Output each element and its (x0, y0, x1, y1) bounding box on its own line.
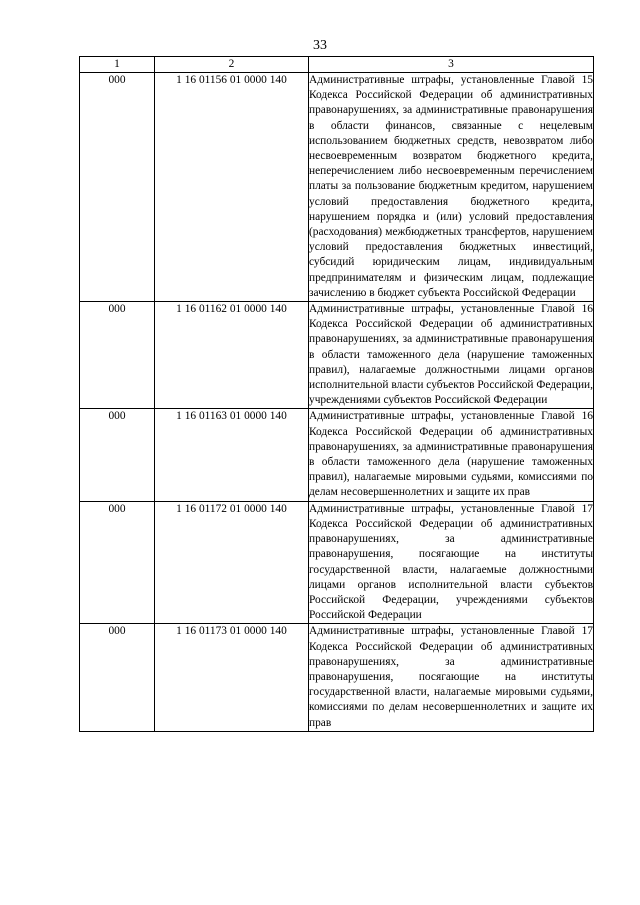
classification-table (79, 56, 594, 732)
description-cell: Административные штрафы, установленные Главой 16 Кодекса Российской Федерации об административных правонарушениях, за административные правонарушения в области таможенного дела (нарушение таможенных правил), налагаемые мировыми судьями, комиссиями по делам несовершеннолетних и защите их прав (309, 409, 594, 501)
table-row (80, 302, 594, 409)
description-cell: Административные штрафы, установленные Главой 16 Кодекса Российской Федерации об административных правонарушениях, за административные правонарушения в области таможенного дела (нарушение таможенных правил), налагаемые должностными лицами органов исполнительной власти субъектов Российской Федерации, учреждениями субъектов Российской Федерации (309, 302, 594, 409)
table-row (80, 73, 594, 302)
admin-code-cell: 000 (80, 501, 155, 624)
admin-code-cell: 000 (80, 409, 155, 501)
budget-code-cell: 1 16 01172 01 0000 140 (155, 501, 309, 624)
table-row (80, 501, 594, 624)
table-row (80, 624, 594, 731)
budget-code-cell: 1 16 01156 01 0000 140 (155, 73, 309, 302)
admin-code-cell: 000 (80, 73, 155, 302)
description-cell: Административные штрафы, установленные Главой 17 Кодекса Российской Федерации об административных правонарушениях, за административные правонарушения, посягающие на институты государственной власти, налагаемые должностными лицами органов исполнительной власти субъектов Российской Федерации, учреждениями субъектов Российской Федерации (309, 501, 594, 624)
budget-code-cell: 1 16 01163 01 0000 140 (155, 409, 309, 501)
description-cell: Административные штрафы, установленные Главой 17 Кодекса Российской Федерации об административных правонарушениях, за административные правонарушения, посягающие на институты государственной власти, налагаемые мировыми судьями, комиссиями по делам несовершеннолетних и защите их прав (309, 624, 594, 731)
header-col-1: 1 (80, 57, 155, 73)
page-number: 33 (313, 38, 327, 53)
budget-code-cell: 1 16 01173 01 0000 140 (155, 624, 309, 731)
description-cell: Административные штрафы, установленные Главой 15 Кодекса Российской Федерации об административных правонарушениях, за административные правонарушения в области финансов, связанные с нецелевым использованием бюджетных средств, невозвратом либо несвоевременным возвратом бюджетного кредита, неперечислением либо несвоевременным перечислением платы за пользование бюджетным кредитом, нарушением условий предоставления бюджетного кредита, нарушением порядка и (или) условий предоставления (расходования) межбюджетных трансфертов, нарушением условий предоставления бюджетных инвестиций, субсидий юридическим лицам, индивидуальным предпринимателям и физическим лицам, подлежащие зачислению в бюджет субъекта Российской Федерации (309, 73, 594, 302)
admin-code-cell: 000 (80, 624, 155, 731)
header-col-3: 3 (309, 57, 594, 73)
table-row (80, 409, 594, 501)
header-col-2: 2 (155, 57, 309, 73)
admin-code-cell: 000 (80, 302, 155, 409)
budget-code-cell: 1 16 01162 01 0000 140 (155, 302, 309, 409)
table-header-row (80, 57, 594, 73)
